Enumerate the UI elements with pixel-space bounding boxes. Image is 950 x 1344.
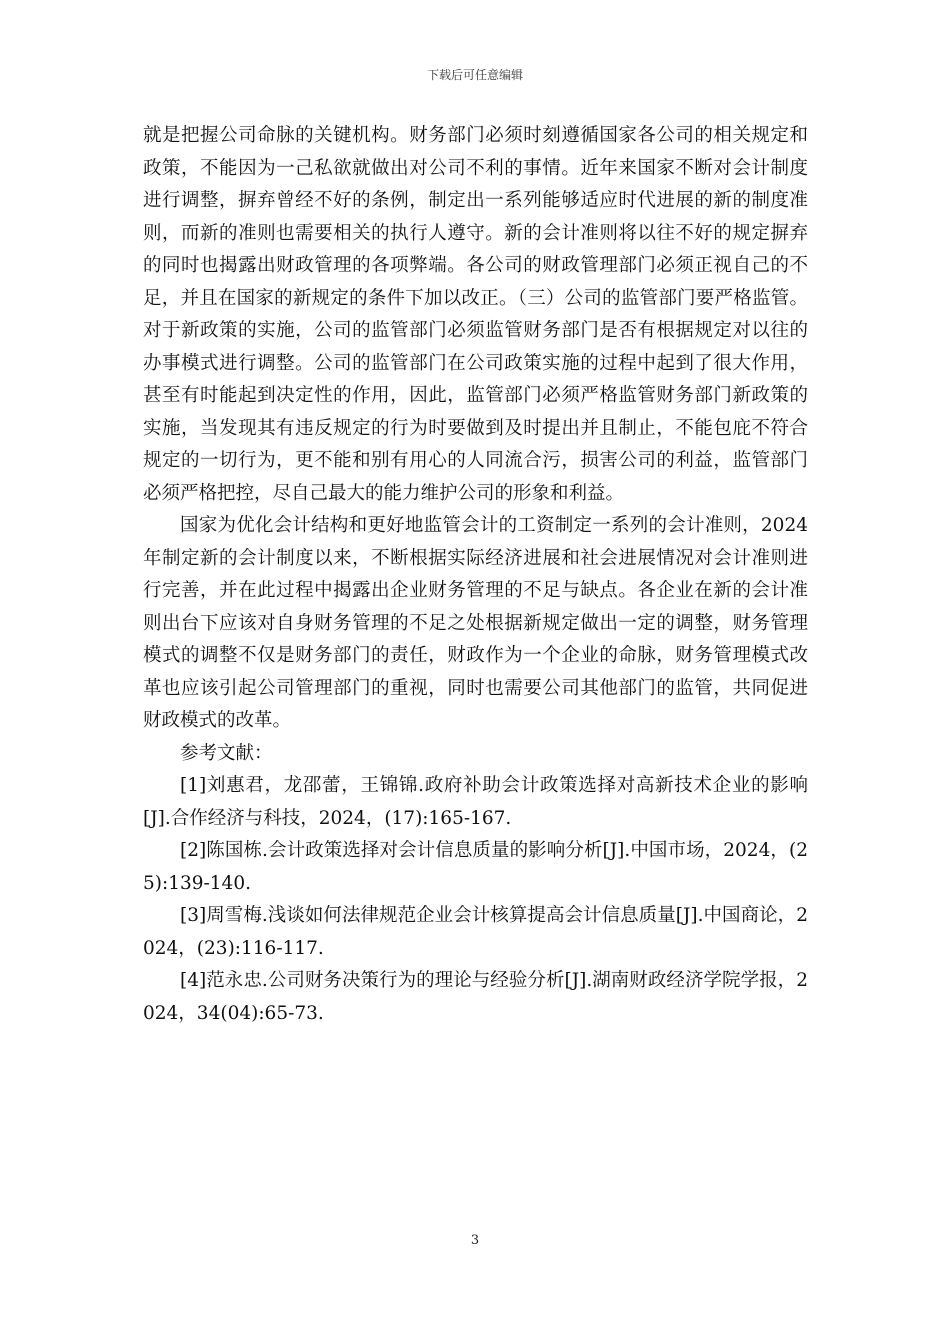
reference-item-1: [1]刘惠君，龙邵蕾，王锦锦.政府补助会计政策选择对高新技术企业的影响[J].合作经济与科技，2024，(17):165-167.	[143, 775, 808, 829]
references-heading: 参考文献：	[180, 742, 273, 764]
reference-item-4: [4]范永忠.公司财务决策行为的理论与经验分析[J].湖南财政经济学院学报，2024，34(04):65-73.	[143, 970, 808, 1024]
body-paragraph-continued: 就是把握公司命脉的关键机构。财务部门必须时刻遵循国家各公司的相关规定和政策，不能因为一己私欲就做出对公司不利的事情。近年来国家不断对会计制度进行调整，摒弃曾经不好的条例，制定出一系列能够适应时代进展的新的制度准则，而新的准则也需要相关的执行人遵守。新的会计准则将以往不好的规定摒弃的同时也揭露出财政管理的各项弊端。各公司的财政管理部门必须正视自己的不足，并且在国家的新规定的条件下加以改正。（三）公司的监管部门要严格监管。对于新政策的实施，公司的监管部门必须监管财务部门是否有根据规定对以往的办事模式进行调整。公司的监管部门在公司政策实施的过程中起到了很大作用，甚至有时能起到决定性的作用，因此，监管部门必须严格监管财务部门新政策的实施，当发现其有违反规定的行为时要做到及时提出并且制止，不能包庇不符合规定的一切行为，更不能和别有用心的人同流合污，损害公司的利益，监管部门必须严格把控，尽自己最大的能力维护公司的形象和利益。	[143, 125, 808, 504]
reference-item-3: [3]周雪梅.浅谈如何法律规范企业会计核算提高会计信息质量[J].中国商论，2024，(23):116-117.	[143, 905, 808, 959]
body-paragraph-conclusion: 国家为优化会计结构和更好地监管会计的工资制定一系列的会计准则，2024年制定新的会计制度以来，不断根据实际经济进展和社会进展情况对会计准则进行完善，并在此过程中揭露出企业财务管理的不足与缺点。各企业在新的会计准则出台下应该对自身财务管理的不足之处根据新规定做出一定的调整，财务管理模式的调整不仅是财务部门的责任，财政作为一个企业的命脉，财务管理模式改革也应该引起公司管理部门的重视，同时也需要公司其他部门的监管，共同促进财政模式的改革。	[143, 515, 808, 731]
document-body	[143, 120, 808, 1030]
page-header-note: 下载后可任意编辑	[426, 68, 523, 82]
page-number: 3	[470, 1233, 480, 1248]
reference-item-2: [2]陈国栋.会计政策选择对会计信息质量的影响分析[J].中国市场，2024，(25):139-140.	[143, 840, 808, 894]
